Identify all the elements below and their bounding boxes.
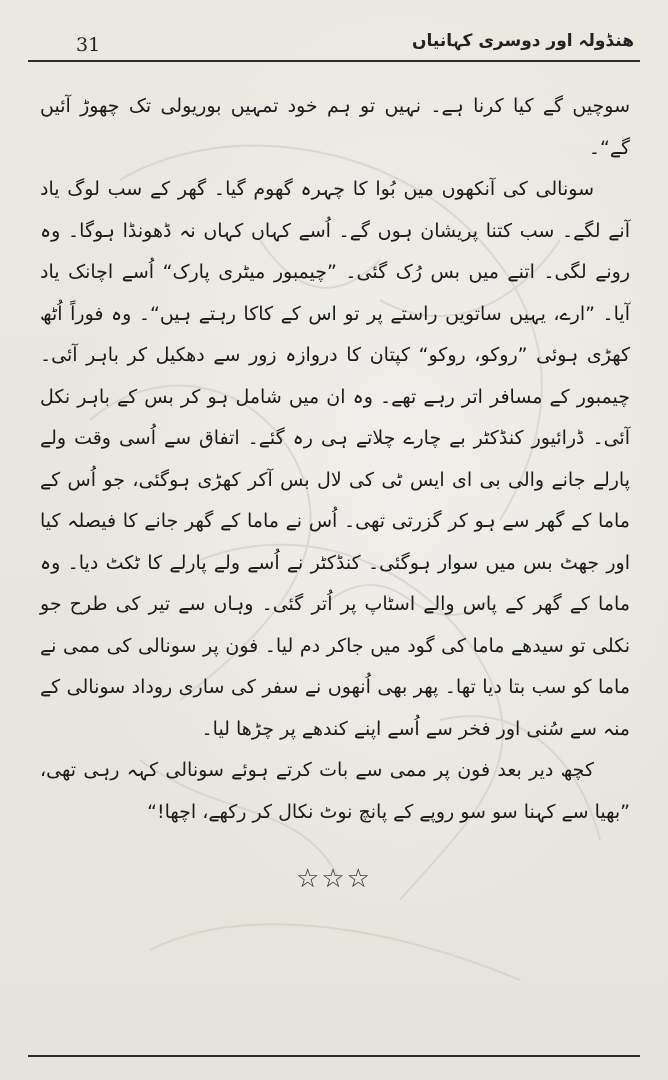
header-rule <box>28 60 640 62</box>
page-number: 31 <box>76 34 101 56</box>
page-body <box>40 86 630 833</box>
page-header <box>28 28 640 62</box>
running-title: هنڈولہ اور دوسری کہانیاں <box>411 31 634 51</box>
paragraph-3: کچھ دیر بعد فون پر ممی سے بات کرتے ہوئے سونالی کہہ رہی تھی، ”بھیا سے کہنا سو سو روپے کے پانچ نوٹ نکال کر رکھے، اچھا!“ <box>40 759 630 823</box>
paragraph-2: سونالی کی آنکھوں میں بُوا کا چہرہ گھوم گیا۔ گھر کے سب لوگ یاد آنے لگے۔ سب کتنا پریشان ہوں گے۔ اُسے کہاں کہاں نہ ڈھونڈا ہوگا۔ وہ رونے لگی۔ اتنے میں بس رُک گئی۔ ”چیمبور میٹری پارک“ اُسے اچانک یاد آیا۔ ”ارے، یہیں ساتویں راستے پر تو اس کے کاکا رہتے ہیں“۔ وہ فوراً اُٹھ کھڑی ہوئی ”روکو، روکو“ کپتان کا دروازہ زور سے دھکیل کر باہر آئی۔ چیمبور کے مسافر اتر رہے تھے۔ وہ ان میں شامل ہو کر بس کے باہر نکل آئی۔ ڈرائیور کنڈکٹر بے چارے چلاتے ہی رہ گئے۔ اتفاق سے اُسی وقت ولے پارلے جانے والی بی ای ایس ٹی کی لال بس آکر کھڑی ہوگئی، جو اُس کے ماما کے گھر سے ہو کر گزرتی تھی۔ اُس نے ماما کے گھر جانے کا فیصلہ کیا اور جھٹ بس میں سوار ہوگئی۔ کنڈکٹر نے اُسے ولے پارلے کا ٹکٹ دیا۔ وہ ماما کے گھر کے پاس والے اسٹاپ پر اُتر گئی۔ وہاں سے تیر کی طرح جو نکلی تو سیدھے ماما کی گود میں جاکر دم لیا۔ فون پر سونالی کی ممی نے ماما کو سب بتا دیا تھا۔ پھر بھی اُنھوں نے سفر کی ساری روداد سونالی کے منہ سے سُنی اور فخر سے اُسے اپنے کندھے پر چڑھا لیا۔ <box>40 178 630 740</box>
paragraph-1: سوچیں گے کیا کرنا ہے۔ نہیں تو ہم خود تمہیں بوریولی تک چھوڑ آئیں گے“۔ <box>40 95 630 159</box>
section-end-stars: ☆☆☆ <box>296 864 372 894</box>
footer-rule <box>28 1055 640 1057</box>
